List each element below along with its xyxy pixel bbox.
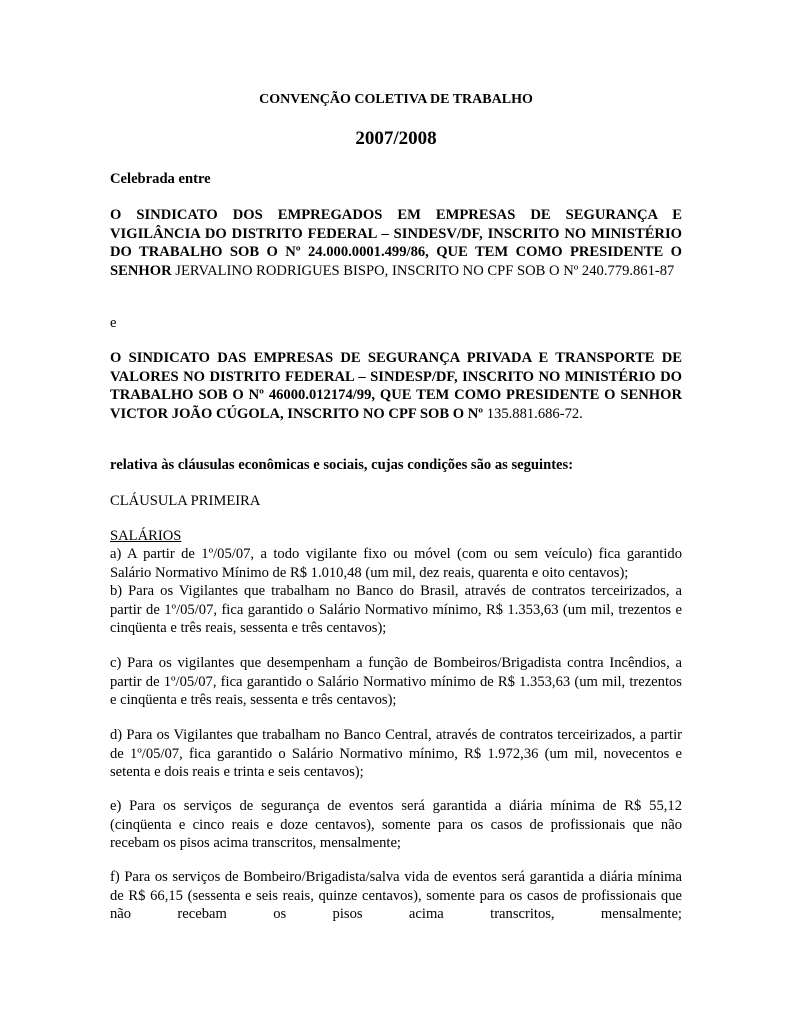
item-e: e) Para os serviços de segurança de eventos será garantida a diária mínima de R$ 55,12 (cinqüenta e cinco reais e doze centavos), somente para os casos de profissionais que não recebam os pisos acima transcritos, mensalmente; — [110, 798, 682, 852]
item-f: f) Para os serviços de Bombeiro/Brigadista/salva vida de eventos será garantida a diária mínima de R$ 66,15 (sessenta e seis reais, quinze centavos), somente para os casos de profissionais que não recebam os pisos acima transcritos, mensalmente; — [110, 869, 682, 923]
clause-title: CLÁUSULA PRIMEIRA — [110, 493, 261, 509]
section-title-text: SALÁRIOS — [110, 528, 182, 544]
item-b: b) Para os Vigilantes que trabalham no Banco do Brasil, através de contratos terceirizados, a partir de 1º/05/07, fica garantido o Salário Normativo mínimo, R$ 1.353,63 (um mil, trezentos e cinqüenta e três reais, sessenta e três centavos); — [110, 583, 682, 637]
item-d: d) Para os Vigilantes que trabalham no Banco Central, através de contratos terceirizados, a partir de 1º/05/07, fica garantido o Salário Normativo mínimo, R$ 1.972,36 (um mil, novecentos e setenta e dois reais e trinta e seis centavos); — [110, 727, 682, 781]
party-one-rest: JERVALINO RODRIGUES BISPO, INSCRITO NO CPF SOB O Nº 240.779.861-87 — [171, 262, 675, 279]
item-c: c) Para os vigilantes que desempenham a função de Bombeiros/Brigadista contra Incêndios, a partir de 1º/05/07, fica garantido o Salário Normativo mínimo de R$ 1.353,63 (um mil, trezentos e cinqüenta e três reais, sessenta e três centavos); — [110, 655, 682, 709]
intro-text: Celebrada entre — [110, 171, 211, 187]
party-two-paragraph — [110, 349, 682, 423]
item-a: a) A partir de 1º/05/07, a todo vigilante fixo ou móvel (com ou sem veículo) fica garantido Salário Normativo Mínimo de R$ 1.010,48 (um mil, dez reais, quarenta e oito centavos); — [110, 546, 682, 581]
party-one-bold: O SINDICATO DOS EMPREGADOS EM EMPRESAS DE SEGURANÇA E VIGILÂNCIA DO DISTRITO FEDERAL – SINDESV/DF, INSCRITO NO MINISTÉRIO DO TRABALHO SOB O Nº 24.000.0001.499/86, QUE TEM COMO PRESIDENTE O SENHOR — [110, 207, 682, 279]
party-two-bold: O SINDICATO DAS EMPRESAS DE SEGURANÇA PRIVADA E TRANSPORTE DE VALORES NO DISTRITO FEDERAL – SINDESP/DF, INSCRITO NO MINISTÉRIO DO TRABALHO SOB O Nº 46000.012174/99, QUE TEM COMO PRESIDENTE O SENHOR VICTOR JOÃO CÚGOLA, INSCRITO NO CPF SOB O Nº — [110, 350, 682, 422]
document-period: 2007/2008 — [355, 128, 437, 149]
document-title: CONVENÇÃO COLETIVA DE TRABALHO — [259, 92, 533, 107]
section-title — [110, 527, 682, 546]
party-two-rest: 135.881.686-72. — [483, 405, 583, 422]
conjunction-text: e — [110, 315, 117, 331]
party-one-paragraph — [110, 206, 682, 280]
relation-text: relativa às cláusulas econômicas e sociais, cujas condições são as seguintes: — [110, 457, 574, 473]
